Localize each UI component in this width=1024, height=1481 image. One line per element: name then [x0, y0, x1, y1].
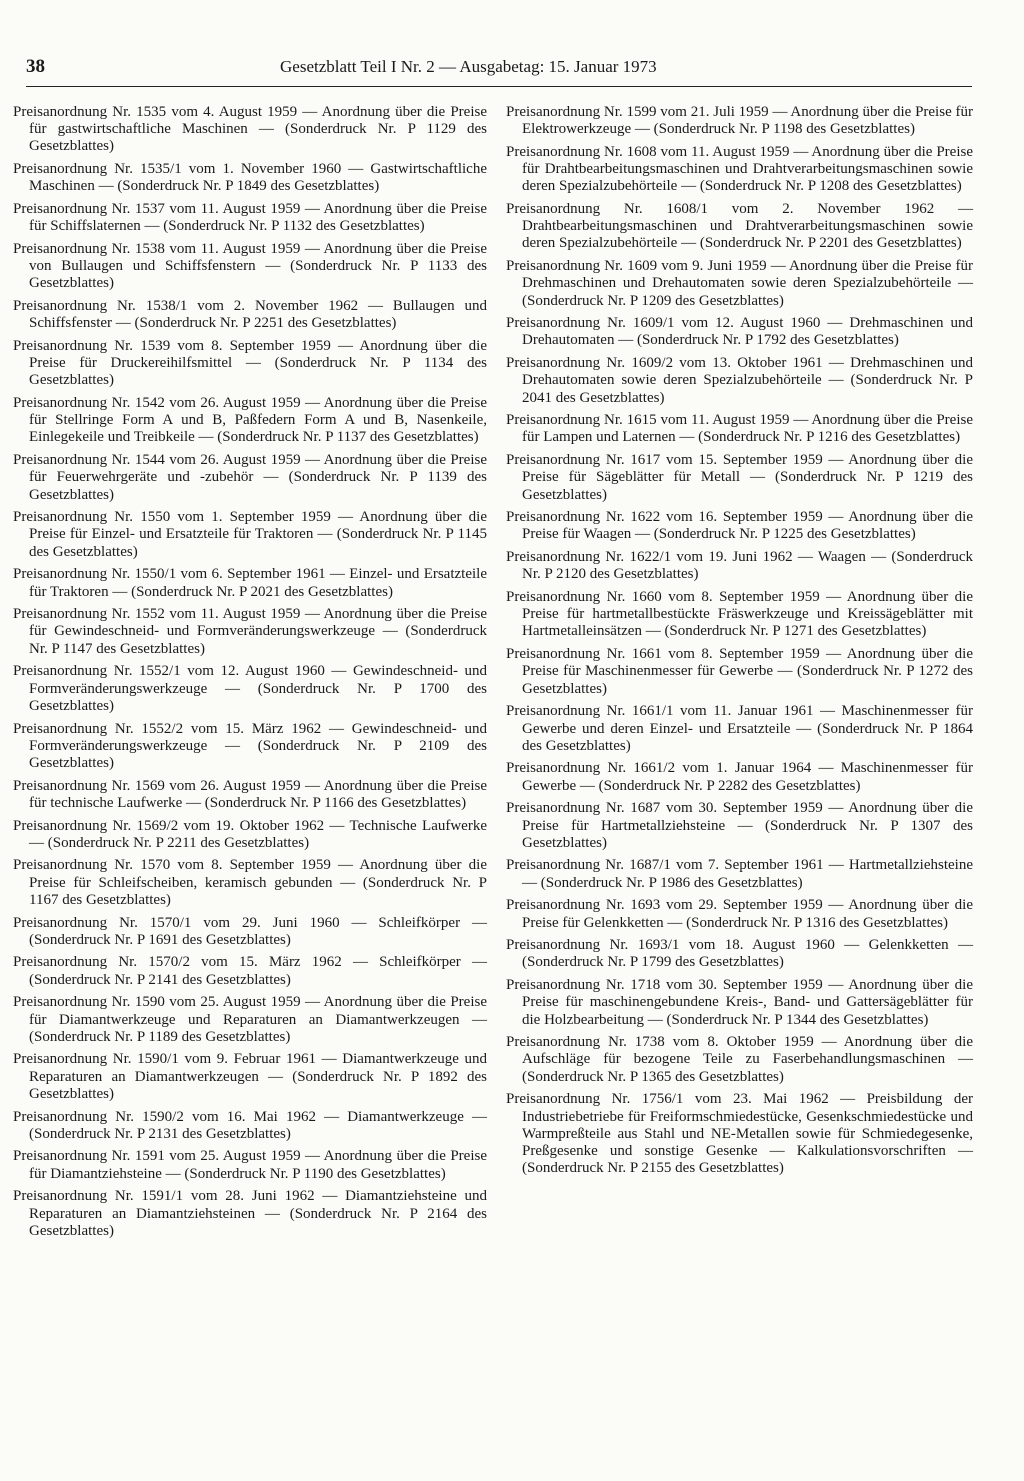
left-column	[13, 104, 487, 1245]
price-order-entry: Preisanordnung Nr. 1590/1 vom 9. Februar 1961 — Diamantwerkzeuge und Reparaturen an Diamantwerkzeugen — (Sonderdruck Nr. P 1892 des Gesetzblattes)	[13, 1051, 487, 1102]
price-order-entry: Preisanordnung Nr. 1591 vom 25. August 1959 — Anordnung über die Preise für Diamantziehsteine — (Sonderdruck Nr. P 1190 des Gesetzblattes)	[13, 1148, 487, 1182]
price-order-entry: Preisanordnung Nr. 1538 vom 11. August 1959 — Anordnung über die Preise von Bullaugen und Schiffsfenstern — (Sonderdruck Nr. P 1133 des Gesetzblattes)	[13, 240, 487, 292]
price-order-entry: Preisanordnung Nr. 1544 vom 26. August 1959 — Anordnung über die Preise für Feuerwehrgeräte und -zubehör — (Sonderdruck Nr. P 1139 des Gesetzblattes)	[13, 452, 487, 503]
page-number: 38	[26, 56, 45, 77]
price-order-entry: Preisanordnung Nr. 1542 vom 26. August 1959 — Anordnung über die Preise für Stellringe Form A und B, Paßfedern Form A und B, Nasenkeile, Einlegekeile und Treibkeile — (Sonderdruck Nr. P 1137 des Gesetzblattes)	[13, 395, 487, 446]
price-order-entry: Preisanordnung Nr. 1570/2 vom 15. März 1962 — Schleifkörper — (Sonderdruck Nr. P 2141 des Gesetzblattes)	[13, 954, 487, 988]
price-order-entry: Preisanordnung Nr. 1687 vom 30. September 1959 — Anordnung über die Preise für Hartmetallziehsteine — (Sonderdruck Nr. P 1307 des Gesetzblattes)	[506, 800, 973, 851]
price-order-entry: Preisanordnung Nr. 1552 vom 11. August 1959 — Anordnung über die Preise für Gewindeschneid- und Formveränderungswerkzeuge — (Sonderdruck Nr. P 1147 des Gesetzblattes)	[13, 606, 487, 657]
price-order-entry: Preisanordnung Nr. 1550 vom 1. September 1959 — Anordnung über die Preise für Einzel- und Ersatzteile für Traktoren — (Sonderdruck Nr. P 1145 des Gesetzblattes)	[13, 509, 487, 560]
price-order-entry: Preisanordnung Nr. 1535/1 vom 1. November 1960 — Gastwirtschaftliche Maschinen — (Sonderdruck Nr. P 1849 des Gesetzblattes)	[13, 161, 487, 195]
price-order-entry: Preisanordnung Nr. 1570 vom 8. September 1959 — Anordnung über die Preise für Schleifscheiben, keramisch gebunden — (Sonderdruck Nr. P 1167 des Gesetzblattes)	[13, 857, 487, 908]
price-order-entry: Preisanordnung Nr. 1570/1 vom 29. Juni 1960 — Schleifkörper — (Sonderdruck Nr. P 1691 des Gesetzblattes)	[13, 914, 487, 948]
price-order-entry: Preisanordnung Nr. 1538/1 vom 2. November 1962 — Bullaugen und Schiffsfenster — (Sonderdruck Nr. P 2251 des Gesetzblattes)	[13, 298, 487, 332]
price-order-entry: Preisanordnung Nr. 1552/1 vom 12. August 1960 — Gewindeschneid- und Formveränderungswerkzeuge — (Sonderdruck Nr. P 1700 des Gesetzblattes)	[13, 663, 487, 714]
price-order-entry: Preisanordnung Nr. 1756/1 vom 23. Mai 1962 — Preisbildung der Industriebetriebe für Freiformschmiedestücke, Gesenkschmiedestücke und Warmpreßteile aus Stahl und NE-Metallen sowie für Schmiedegesenke, Preßgesenke und sonstige Gesenke — Kalkulationsvorschriften — (Sonderdruck Nr. P 2155 des Gesetzblattes)	[506, 1091, 973, 1177]
price-order-entry: Preisanordnung Nr. 1738 vom 8. Oktober 1959 — Anordnung über die Aufschläge für bezogene Teile zu Faserbehandlungsmaschinen — (Sonderdruck Nr. P 1365 des Gesetzblattes)	[506, 1034, 973, 1085]
price-order-entry: Preisanordnung Nr. 1622 vom 16. September 1959 — Anordnung über die Preise für Waagen — (Sonderdruck Nr. P 1225 des Gesetzblattes)	[506, 509, 973, 543]
price-order-entry: Preisanordnung Nr. 1569/2 vom 19. Oktober 1962 — Technische Laufwerke — (Sonderdruck Nr. P 2211 des Gesetzblattes)	[13, 817, 487, 851]
running-title: Gesetzblatt Teil I Nr. 2 — Ausgabetag: 15. Januar 1973	[280, 57, 657, 76]
price-order-entry: Preisanordnung Nr. 1661 vom 8. September 1959 — Anordnung über die Preise für Maschinenmesser für Gewerbe — (Sonderdruck Nr. P 1272 des Gesetzblattes)	[506, 646, 973, 697]
price-order-entry: Preisanordnung Nr. 1718 vom 30. September 1959 — Anordnung über die Preise für maschinengebundene Kreis-, Band- und Gattersägeblätter für die Holzbearbeitung — (Sonderdruck Nr. P 1344 des Gesetzblattes)	[506, 977, 973, 1028]
page-header	[26, 56, 972, 87]
price-order-entry: Preisanordnung Nr. 1590/2 vom 16. Mai 1962 — Diamantwerkzeuge — (Sonderdruck Nr. P 2131 des Gesetzblattes)	[13, 1108, 487, 1142]
price-order-entry: Preisanordnung Nr. 1599 vom 21. Juli 1959 — Anordnung über die Preise für Elektrowerkzeuge — (Sonderdruck Nr. P 1198 des Gesetzblattes)	[506, 104, 973, 138]
price-order-entry: Preisanordnung Nr. 1608 vom 11. August 1959 — Anordnung über die Preise für Drahtbearbeitungsmaschinen und Drahtverarbeitungsmaschinen sowie deren Spezialzubehörteile — (Sonderdruck Nr. P 1208 des Gesetzblattes)	[506, 143, 973, 195]
price-order-entry: Preisanordnung Nr. 1661/2 vom 1. Januar 1964 — Maschinenmesser für Gewerbe — (Sonderdruck Nr. P 2282 des Gesetzblattes)	[506, 760, 973, 794]
price-order-entry: Preisanordnung Nr. 1617 vom 15. September 1959 — Anordnung über die Preise für Sägeblätter für Metall — (Sonderdruck Nr. P 1219 des Gesetzblattes)	[506, 452, 973, 503]
price-order-entry: Preisanordnung Nr. 1569 vom 26. August 1959 — Anordnung über die Preise für technische Laufwerke — (Sonderdruck Nr. P 1166 des Gesetzblattes)	[13, 777, 487, 811]
price-order-entry: Preisanordnung Nr. 1609/2 vom 13. Oktober 1961 — Drehmaschinen und Drehautomaten sowie deren Spezialzubehörteile — (Sonderdruck Nr. P 2041 des Gesetzblattes)	[506, 355, 973, 406]
price-order-entry: Preisanordnung Nr. 1609/1 vom 12. August 1960 — Drehmaschinen und Drehautomaten — (Sonderdruck Nr. P 1792 des Gesetzblattes)	[506, 315, 973, 349]
price-order-entry: Preisanordnung Nr. 1539 vom 8. September 1959 — Anordnung über die Preise für Druckereihilfsmittel — (Sonderdruck Nr. P 1134 des Gesetzblattes)	[13, 337, 487, 389]
price-order-entry: Preisanordnung Nr. 1661/1 vom 11. Januar 1961 — Maschinenmesser für Gewerbe und deren Einzel- und Ersatzteile — (Sonderdruck Nr. P 1864 des Gesetzblattes)	[506, 703, 973, 754]
price-order-entry: Preisanordnung Nr. 1615 vom 11. August 1959 — Anordnung über die Preise für Lampen und Laternen — (Sonderdruck Nr. P 1216 des Gesetzblattes)	[506, 412, 973, 446]
price-order-entry: Preisanordnung Nr. 1537 vom 11. August 1959 — Anordnung über die Preise für Schiffslaternen — (Sonderdruck Nr. P 1132 des Gesetzblattes)	[13, 201, 487, 235]
price-order-entry: Preisanordnung Nr. 1535 vom 4. August 1959 — Anordnung über die Preise für gastwirtschaftliche Maschinen — (Sonderdruck Nr. P 1129 des Gesetzblattes)	[13, 104, 487, 155]
price-order-entry: Preisanordnung Nr. 1693/1 vom 18. August 1960 — Gelenkketten — (Sonderdruck Nr. P 1799 des Gesetzblattes)	[506, 937, 973, 971]
price-order-entry: Preisanordnung Nr. 1622/1 vom 19. Juni 1962 — Waagen — (Sonderdruck Nr. P 2120 des Gesetzblattes)	[506, 549, 973, 583]
price-order-entry: Preisanordnung Nr. 1591/1 vom 28. Juni 1962 — Diamantziehsteine und Reparaturen an Diamantziehsteinen — (Sonderdruck Nr. P 2164 des Gesetzblattes)	[13, 1188, 487, 1239]
price-order-entry: Preisanordnung Nr. 1693 vom 29. September 1959 — Anordnung über die Preise für Gelenkketten — (Sonderdruck Nr. P 1316 des Gesetzblattes)	[506, 897, 973, 931]
right-column	[506, 104, 973, 1183]
price-order-entry: Preisanordnung Nr. 1590 vom 25. August 1959 — Anordnung über die Preise für Diamantwerkzeuge und Reparaturen an Diamantwerkzeugen — (Sonderdruck Nr. P 1189 des Gesetzblattes)	[13, 994, 487, 1045]
price-order-entry: Preisanordnung Nr. 1608/1 vom 2. November 1962 — Drahtbearbeitungsmaschinen und Drahtverarbeitungsmaschinen sowie deren Spezialzubehörteile — (Sonderdruck Nr. P 2201 des Gesetzblattes)	[506, 201, 973, 252]
price-order-entry: Preisanordnung Nr. 1550/1 vom 6. September 1961 — Einzel- und Ersatzteile für Traktoren — (Sonderdruck Nr. P 2021 des Gesetzblattes)	[13, 566, 487, 600]
price-order-entry: Preisanordnung Nr. 1552/2 vom 15. März 1962 — Gewindeschneid- und Formveränderungswerkzeuge — (Sonderdruck Nr. P 2109 des Gesetzblattes)	[13, 720, 487, 771]
price-order-entry: Preisanordnung Nr. 1660 vom 8. September 1959 — Anordnung über die Preise für hartmetallbestückte Fräswerkzeuge und Kreissägeblätter mit Hartmetalleinsätzen — (Sonderdruck Nr. P 1271 des Gesetzblattes)	[506, 589, 973, 640]
price-order-entry: Preisanordnung Nr. 1687/1 vom 7. September 1961 — Hartmetallziehsteine — (Sonderdruck Nr. P 1986 des Gesetzblattes)	[506, 857, 973, 891]
price-order-entry: Preisanordnung Nr. 1609 vom 9. Juni 1959 — Anordnung über die Preise für Drehmaschinen und Drehautomaten sowie deren Spezialzubehörteile — (Sonderdruck Nr. P 1209 des Gesetzblattes)	[506, 258, 973, 309]
